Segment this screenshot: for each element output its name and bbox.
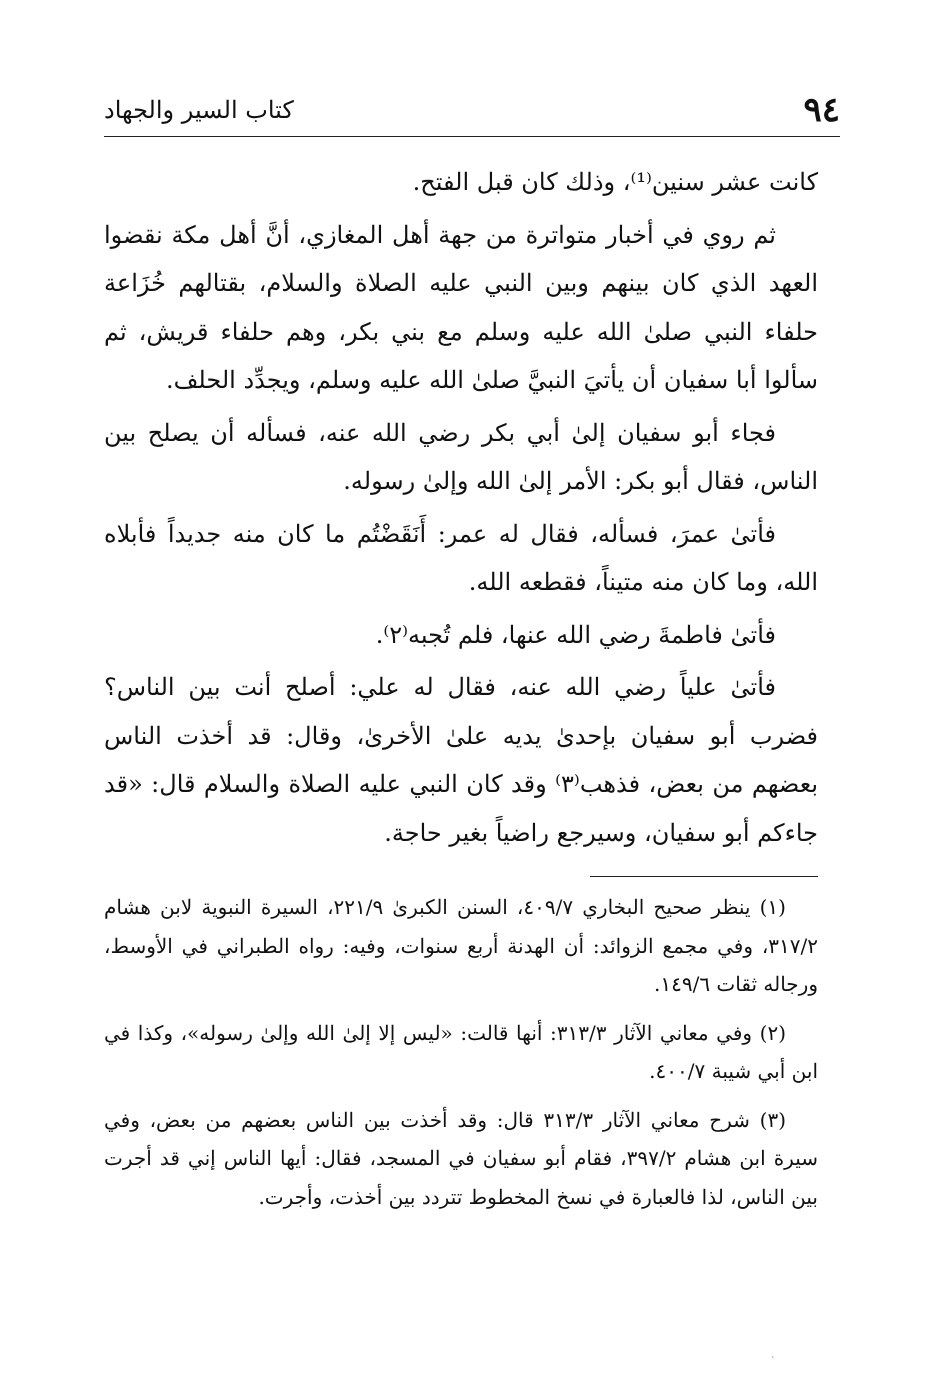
stray-mark: ٠ xyxy=(770,1352,776,1363)
paragraph: فأتىٰ عمرَ، فسأله، فقال له عمر: أَنَقَضْتُم ما كان منه جديداً فأبلاه الله، وما كان منه متيناً، فقطعه الله. xyxy=(104,519,818,596)
main-text xyxy=(104,158,818,861)
footnote-divider xyxy=(590,876,818,877)
footnotes xyxy=(104,888,818,1226)
page-header xyxy=(104,84,840,137)
footnote: (٢) وفي معاني الآثار ٣١٣/٣: أنها قالت: «ليس إلا إلىٰ الله وإلىٰ رسوله»، وكذا في ابن أبي شيبة ٤٠٠/٧. xyxy=(104,1020,818,1083)
paragraph: ثم روي في أخبار متواترة من جهة أهل المغازي، أنَّ أهل مكة نقضوا العهد الذي كان بينهم وبين النبي عليه الصلاة والسلام، بقتالهم خُزَاعة حلفاء النبي صلىٰ الله عليه وسلم مع بني بكر، وهم حلفاء قريش، ثم سألوا أبا سفيان أن يأتيَ النبيَّ صلىٰ الله عليه وسلم، ويجدِّد الحلف. xyxy=(104,220,818,394)
paragraph: فأتىٰ فاطمةَ رضي الله عنها، فلم تُجبه⁽٢⁾. xyxy=(375,620,776,649)
footnote: (٣) شرح معاني الآثار ٣١٣/٣ قال: وقد أخذت بين الناس بعضهم من بعض، وفي سيرة ابن هشام ٣٩٧/٢، فقام أبو سفيان في المسجد، فقال: أيها الناس إني قد أجرت بين الناس، لذا فالعبارة في نسخ المخطوط تتردد بين أخذت، وأجرت. xyxy=(104,1107,819,1209)
footnote: (١) ينظر صحيح البخاري ٤٠٩/٧، السنن الكبرىٰ ٢٢١/٩، السيرة النبوية لابن هشام ٣١٧/٢، وفي مجمع الزوائد: أن الهدنة أربع سنوات، وفيه: رواه الطبراني في الأوسط، ورجاله ثقات ١٤٩/٦. xyxy=(104,895,818,996)
running-title: كتاب السير والجهاد xyxy=(104,96,294,124)
paragraph: كانت عشر سنين⁽¹⁾، وذلك كان قبل الفتح. xyxy=(412,168,818,196)
paragraph: فأتىٰ علياً رضي الله عنه، فقال له علي: أصلح أنت بين الناس؟ فضرب أبو سفيان بإحدىٰ يديه علىٰ الأخرىٰ، وقال: قد أخذت الناس بعضهم من بعض، فذهب⁽٣⁾ وقد كان النبي عليه الصلاة والسلام قال: «قد جاءكم أبو سفيان، وسيرجع راضياً بغير حاجة. xyxy=(104,673,819,847)
paragraph: فجاء أبو سفيان إلىٰ أبي بكر رضي الله عنه، فسأله أن يصلح بين الناس، فقال أبو بكر: الأمر إلىٰ الله وإلىٰ رسوله. xyxy=(104,418,818,495)
page-number: ٩٤ xyxy=(803,90,840,130)
